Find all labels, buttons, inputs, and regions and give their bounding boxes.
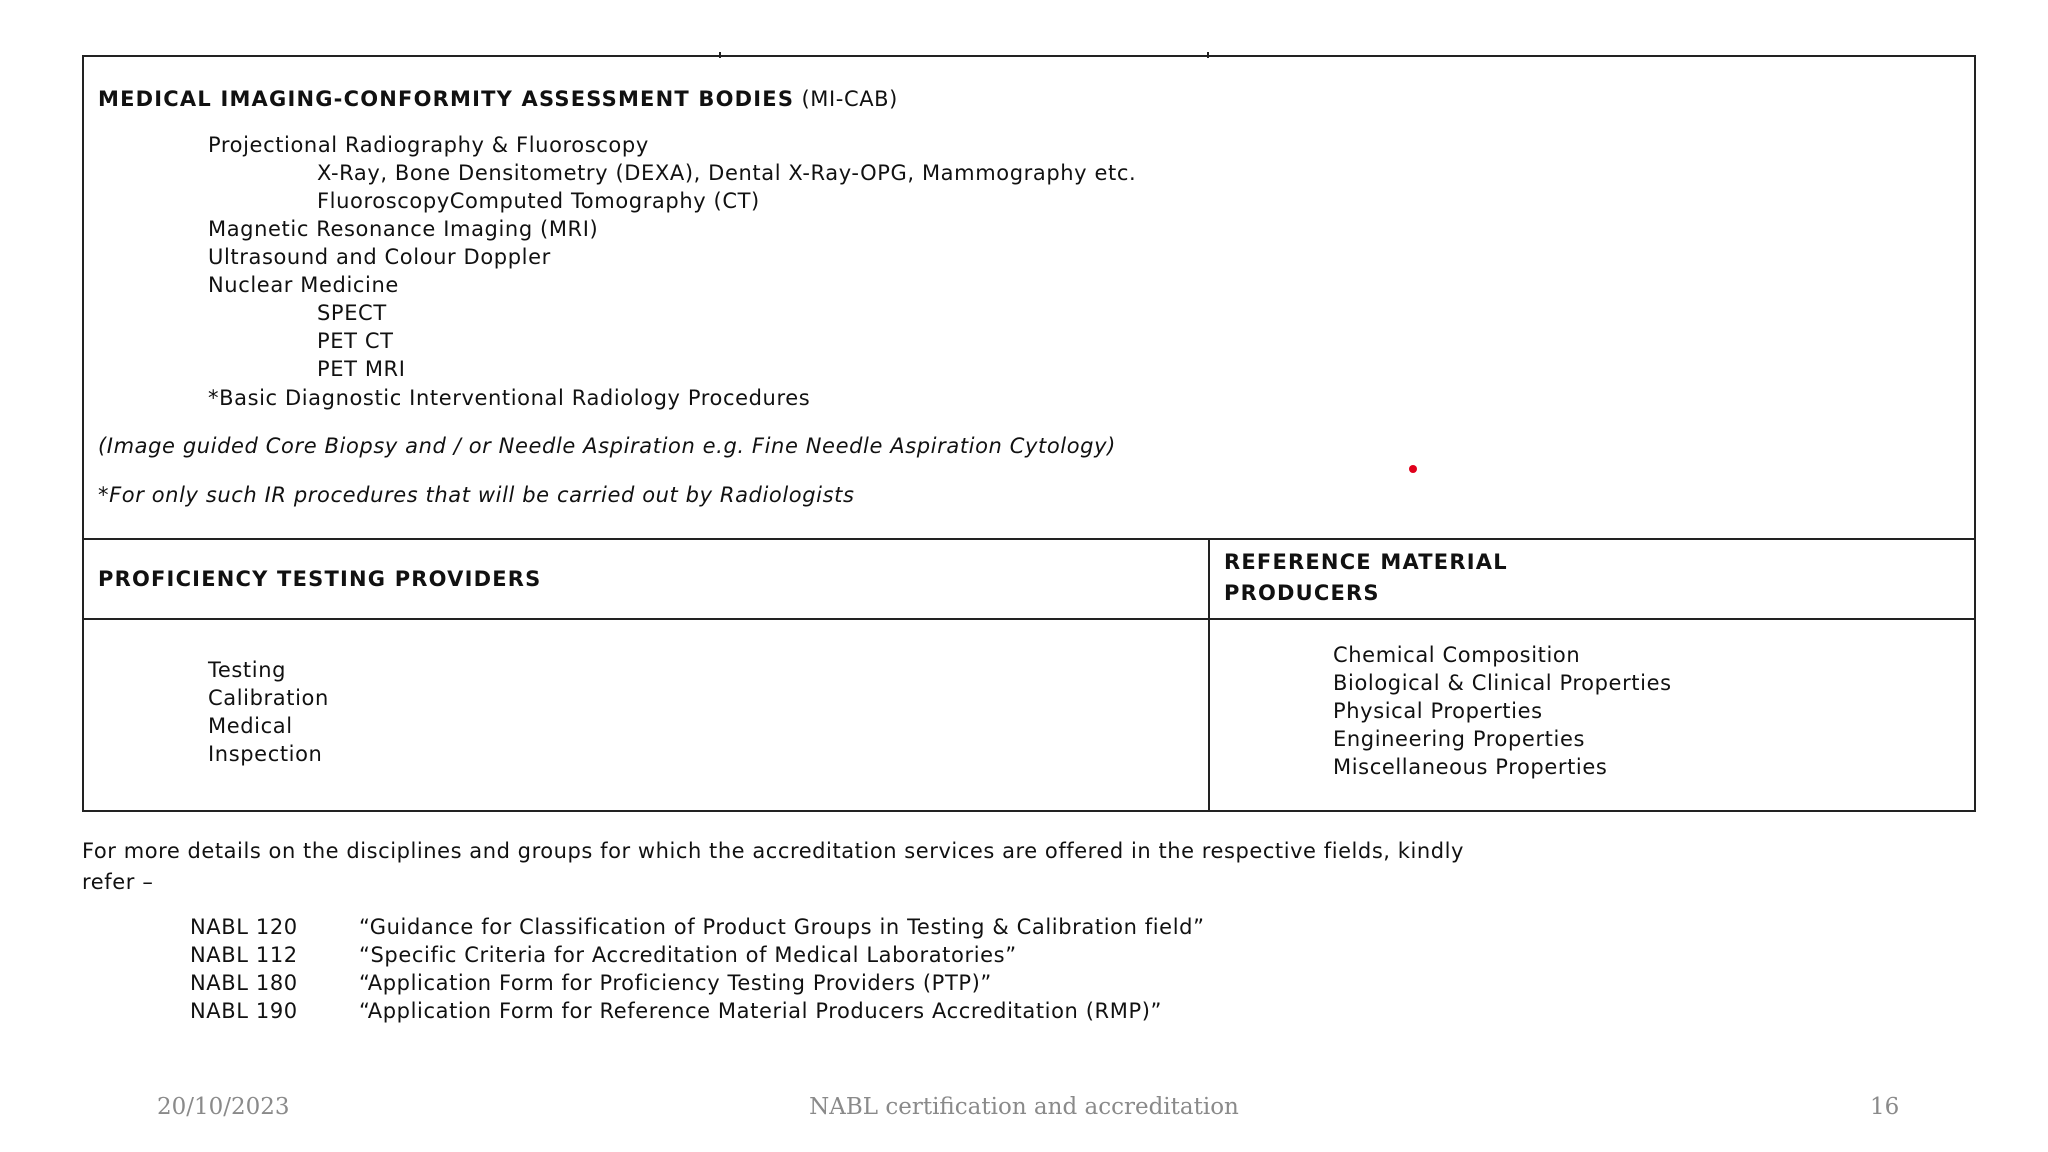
mi-cab-heading <box>98 85 898 113</box>
reference-title: “Guidance for Classification of Product Groups in Testing & Calibration field” <box>359 915 1205 939</box>
reference-code: NABL 112 <box>190 943 298 967</box>
reference-title: “Application Form for Reference Material Producers Accreditation (RMP)” <box>359 999 1162 1023</box>
mi-cab-subitem: SPECT <box>317 301 387 325</box>
mi-cab-heading-suffix: (MI-CAB) <box>794 87 898 111</box>
ptp-item: Medical <box>208 714 293 738</box>
ptp-item: Calibration <box>208 686 329 710</box>
reference-title: “Application Form for Proficiency Testing Providers (PTP)” <box>359 971 992 995</box>
ptp-heading: PROFICIENCY TESTING PROVIDERS <box>98 567 542 591</box>
rmp-item: Miscellaneous Properties <box>1333 755 1608 779</box>
footer-date: 20/10/2023 <box>157 1094 290 1120</box>
rmp-item: Chemical Composition <box>1333 643 1581 667</box>
mi-cab-subitem: PET MRI <box>317 357 406 381</box>
mi-cab-footnote: *For only such IR procedures that will be carried out by Radiologists <box>98 483 855 507</box>
details-paragraph-line2: refer – <box>82 870 154 894</box>
rmp-item: Biological & Clinical Properties <box>1333 671 1672 695</box>
row-divider <box>84 618 1974 620</box>
footer-page-number: 16 <box>1870 1094 1900 1120</box>
footer-title: NABL certification and accreditation <box>809 1094 1239 1120</box>
reference-code: NABL 180 <box>190 971 298 995</box>
mi-cab-item: Projectional Radiography & Fluoroscopy <box>208 133 649 157</box>
row-divider <box>84 538 1974 540</box>
mi-cab-item: Nuclear Medicine <box>208 273 399 297</box>
marker-dot <box>1409 465 1417 473</box>
mi-cab-subitem: PET CT <box>317 329 394 353</box>
mi-cab-subitem: FluoroscopyComputed Tomography (CT) <box>317 189 760 213</box>
rmp-item: Engineering Properties <box>1333 727 1586 751</box>
ptp-item: Inspection <box>208 742 323 766</box>
rmp-item: Physical Properties <box>1333 699 1543 723</box>
mi-cab-item: Ultrasound and Colour Doppler <box>208 245 551 269</box>
accreditation-table <box>82 55 1976 812</box>
details-paragraph-line1: For more details on the disciplines and groups for which the accreditation services are offered in the respective fields, kindly <box>82 839 1464 863</box>
reference-title: “Specific Criteria for Accreditation of Medical Laboratories” <box>359 943 1017 967</box>
mi-cab-item: Magnetic Resonance Imaging (MRI) <box>208 217 599 241</box>
reference-code: NABL 120 <box>190 915 298 939</box>
mi-cab-item: *Basic Diagnostic Interventional Radiology Procedures <box>208 386 811 410</box>
ptp-item: Testing <box>208 658 287 682</box>
mi-cab-note: (Image guided Core Biopsy and / or Needle Aspiration e.g. Fine Needle Aspiration Cytology) <box>98 434 1116 458</box>
column-divider <box>1208 538 1210 812</box>
reference-code: NABL 190 <box>190 999 298 1023</box>
mi-cab-subitem: X-Ray, Bone Densitometry (DEXA), Dental X-Ray-OPG, Mammography etc. <box>317 161 1137 185</box>
rmp-heading-line2: PRODUCERS <box>1224 581 1380 605</box>
mi-cab-heading-bold: MEDICAL IMAGING-CONFORMITY ASSESSMENT BODIES <box>98 87 795 111</box>
rmp-heading-line1: REFERENCE MATERIAL <box>1224 550 1508 574</box>
